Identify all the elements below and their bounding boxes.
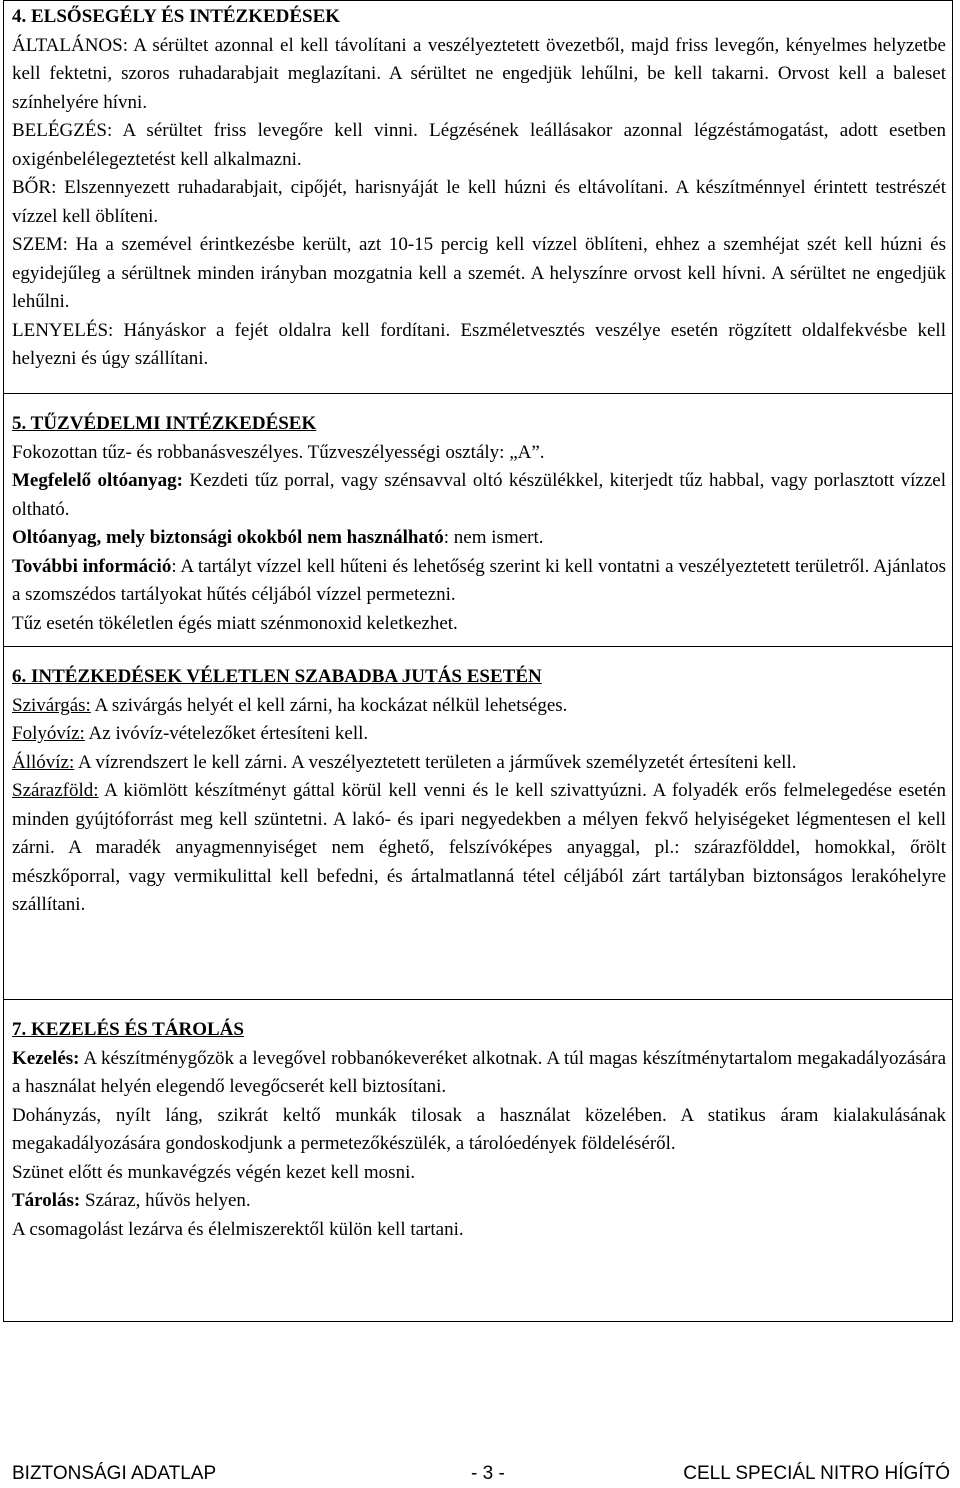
- unusable-agent-label: Oltóanyag, mely biztonsági okokból nem használható: [12, 527, 444, 548]
- section-accidental-release: [3, 646, 953, 1000]
- still-water-text: A vízrendszert le kell zárni. A veszélyeztetett területen a járművek személyzetét értesíteni kell.: [74, 751, 797, 773]
- still-water-paragraph: [12, 749, 946, 778]
- section-handling-storage: [3, 999, 953, 1322]
- footer-page-number: - 3 -: [471, 1463, 505, 1484]
- section-title: 7. KEZELÉS ÉS TÁROLÁS: [12, 1019, 244, 1040]
- land-label: Szárazföld:: [12, 780, 99, 801]
- unusable-agent-paragraph: [12, 524, 946, 553]
- handling-text: A készítménygőzök a levegővel robbanókeveréket alkotnak. A túl magas készítménytartalom megakadályozására a használat helyén elegendő levegőcserét kell biztosítani.: [12, 1047, 946, 1097]
- storage-paragraph: [12, 1187, 946, 1216]
- footer-document-type: BIZTONSÁGI ADATLAP: [12, 1463, 217, 1484]
- wash-hands-line: Szünet előtt és munkavégzés végén kezet kell mosni.: [12, 1161, 416, 1183]
- food-separation-line: A csomagolást lezárva és élelmiszerektől külön kell tartani.: [12, 1218, 464, 1240]
- fire-class-line: Fokozottan tűz- és robbanásveszélyes. Tűzveszélyességi osztály: „A”.: [12, 441, 545, 463]
- smoking-paragraph: Dohányzás, nyílt láng, szikrát keltő munkák tilosak a használat közelében. A statikus áram kialakulásának megakadályozására gondoskodjunk a permetezőkészülék, a tárolóedények földeléséről.: [12, 1104, 946, 1154]
- skin-paragraph: BŐR: Elszennyezett ruhadarabjait, cipőjét, harisnyáját le kell húzni és eltávolítani. A készítménnyel érintett testrészét vízzel kell öblíteni.: [12, 177, 946, 227]
- storage-text: Száraz, hűvös helyen.: [80, 1190, 251, 1211]
- river-paragraph: [12, 720, 946, 749]
- handling-paragraph: [12, 1045, 946, 1102]
- river-label: Folyóvíz:: [12, 723, 85, 744]
- river-text: Az ivóvíz-vételezőket értesíteni kell.: [84, 723, 369, 744]
- section-title: 6. INTÉZKEDÉSEK VÉLETLEN SZABADBA JUTÁS ESETÉN: [12, 666, 542, 687]
- carbon-monoxide-line: Tűz esetén tökéletlen égés miatt szénmonoxid keletkezhet.: [12, 612, 458, 634]
- general-paragraph: ÁLTALÁNOS: A sérültet azonnal el kell távolítani a veszélyeztetett övezetből, majd friss levegőn, kényelmes helyzetbe kell fektetni, szoros ruhadarabjait meglazítani. A sérültet ne engedjük lehűlni, be kell takarni. Orvost kell a baleset színhelyére hívni.: [12, 34, 946, 113]
- extinguisher-text: Kezdeti tűz porral, vagy szénsavval oltó készülékkel, kiterjedt tűz habbal, vagy porlasztott vízzel oltható.: [12, 470, 946, 520]
- handling-label: Kezelés:: [12, 1047, 80, 1069]
- leak-label: Szivárgás:: [12, 694, 91, 716]
- section-fire-protection: [3, 393, 953, 647]
- footer-product-name: CELL SPECIÁL NITRO HÍGÍTÓ: [683, 1463, 950, 1484]
- still-water-label: Állóvíz:: [12, 751, 75, 773]
- extinguisher-paragraph: [12, 467, 946, 524]
- leak-text: A szivárgás helyét el kell zárni, ha kockázat nélkül lehetséges.: [90, 694, 568, 716]
- section-first-aid: [3, 0, 953, 394]
- unusable-agent-text: : nem ismert.: [443, 527, 544, 548]
- section-title: 5. TŰZVÉDELMI INTÉZKEDÉSEK: [12, 413, 317, 434]
- further-info-text: : A tartályt vízzel kell hűteni és lehetőség szerint ki kell vontatni a veszélyeztetett területről. Ajánlatos a szomszédos tartályokat hűtés céljából vízzel permetezni.: [12, 555, 946, 605]
- extinguisher-label: Megfelelő oltóanyag:: [12, 470, 183, 491]
- land-text: A kiömlött készítményt gáttal körül kell venni és le kell szivattyúzni. A folyadék erős felmelegedése esetén minden gyújtóforrást meg kell szüntetni. A lakó- és ipari negyedekben a mélyen fekvő helyiségeket légmentesen el kell zárni. A maradék anyagmennyiséget nem éghető, felszívóképes anyaggal, pl.: szárazfölddel, homokkal, őrölt mészkőporral, vagy vermikulittal kell befedni, és ártalmatlanná tétel céljából zárt tartályban biztonságos lerakóhelyre szállítani.: [12, 780, 946, 915]
- further-info-label: További információ: [12, 555, 172, 577]
- eye-paragraph: SZEM: Ha a szemével érintkezésbe került, azt 10-15 percig kell vízzel öblíteni, ehhez a szemhéjat szét kell húzni és egyidejűleg a sérültnek minden irányban mozgatnia kell a szemét. A helyszínre orvost kell hívni. A sérültet ne engedjük lehűlni.: [12, 234, 946, 312]
- inhalation-paragraph: BELÉGZÉS: A sérültet friss levegőre kell vinni. Légzésének leállásakor azonnal légzéstámogatást, adott esetben oxigénbelélegeztetést kell alkalmazni.: [12, 120, 946, 170]
- ingestion-paragraph: LENYELÉS: Hányáskor a fejét oldalra kell fordítani. Eszméletvesztés veszélye esetén rögzített oldalfekvésbe kell helyezni és úgy szállítani.: [12, 319, 946, 369]
- land-paragraph: [12, 777, 946, 920]
- leak-paragraph: [12, 692, 946, 721]
- storage-label: Tárolás:: [12, 1190, 81, 1211]
- further-info-paragraph: [12, 553, 946, 610]
- section-title: 4. ELSŐSEGÉLY ÉS INTÉZKEDÉSEK: [12, 6, 341, 27]
